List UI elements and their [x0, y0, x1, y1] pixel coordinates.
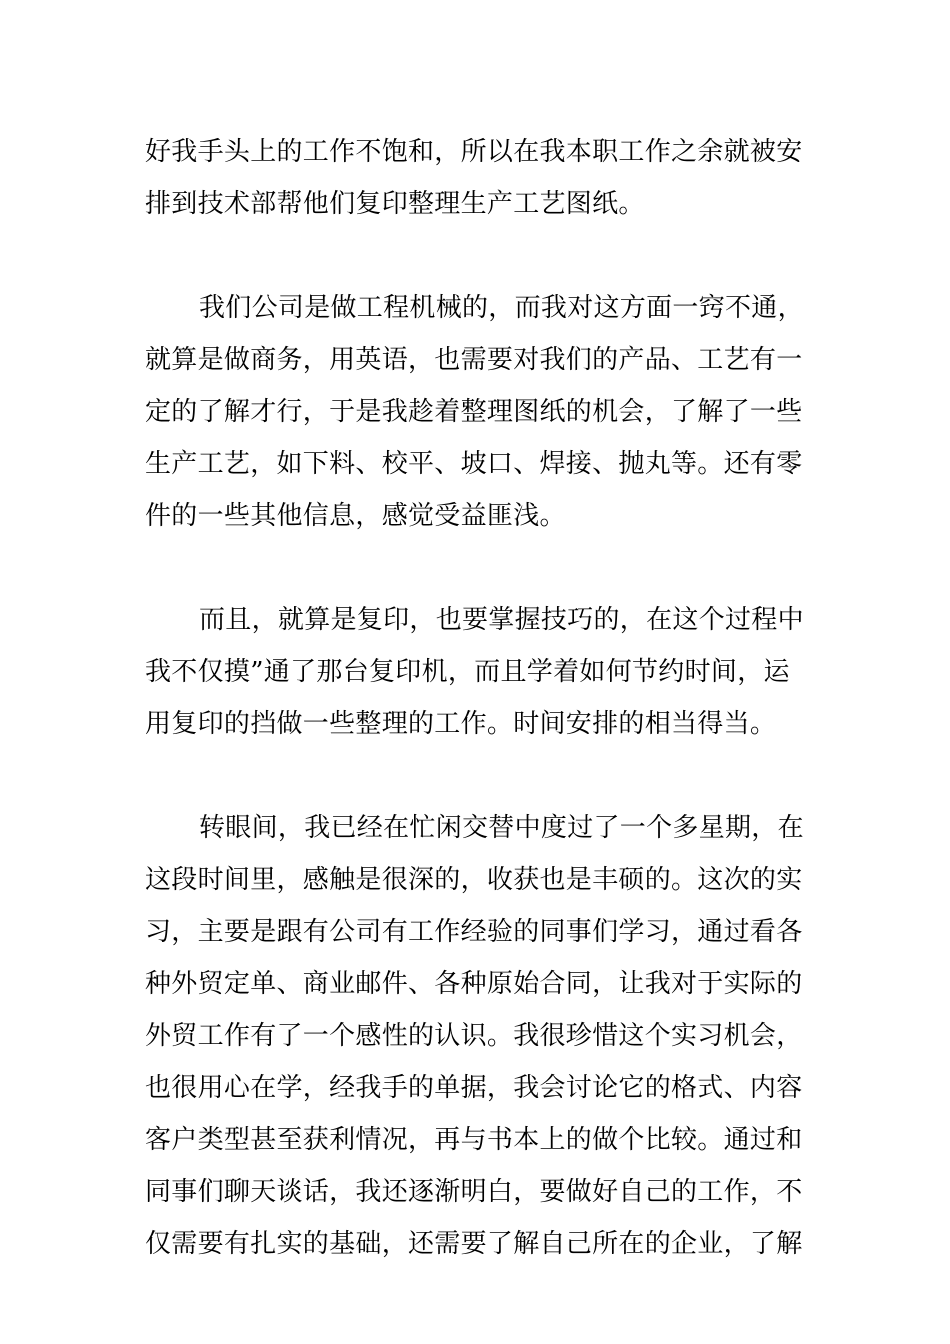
- text-line: 而且，就算是复印，也要掌握技巧的，在这个过程中: [199, 605, 804, 635]
- text-line: 生产工艺，如下料、校平、坡口、焊接、抛丸等。还有零: [145, 449, 803, 479]
- text-line: 我们公司是做工程机械的，而我对这方面一窍不通，: [199, 293, 804, 323]
- text-line: 同事们聊天谈话，我还逐渐明白，要做好自己的工作，不: [145, 1177, 803, 1207]
- paragraph-2: [145, 282, 807, 542]
- paragraph-3: [145, 594, 807, 750]
- text-line: 这段时间里，感触是很深的，收获也是丰硕的。这次的实: [145, 865, 803, 895]
- text-line: 就算是做商务，用英语，也需要对我们的产品、工艺有一: [145, 345, 803, 375]
- text-line: 习，主要是跟有公司有工作经验的同事们学习，通过看各: [145, 917, 803, 947]
- text-line: 种外贸定单、商业邮件、各种原始合同，让我对于实际的: [145, 969, 803, 999]
- text-line: 排到技术部帮他们复印整理生产工艺图纸。: [145, 189, 645, 219]
- text-line: 件的一些其他信息，感觉受益匪浅。: [145, 501, 566, 531]
- text-line: 客户类型甚至获利情况，再与书本上的做个比较。通过和: [145, 1125, 803, 1155]
- text-line: 也很用心在学，经我手的单据，我会讨论它的格式、内容: [145, 1073, 803, 1103]
- paragraph-4: [145, 802, 807, 1270]
- body-text: [145, 126, 807, 1322]
- text-line: 转眼间，我已经在忙闲交替中度过了一个多星期，在: [199, 813, 804, 843]
- text-line: 外贸工作有了一个感性的认识。我很珍惜这个实习机会，: [145, 1021, 803, 1051]
- text-line: 仅需要有扎实的基础，还需要了解自己所在的企业，了解: [145, 1229, 803, 1259]
- text-line: 定的了解才行，于是我趁着整理图纸的机会，了解了一些: [145, 397, 803, 427]
- text-line: 好我手头上的工作不饱和，所以在我本职工作之余就被安: [145, 137, 803, 167]
- paragraph-1: [145, 126, 807, 230]
- text-line: 用复印的挡做一些整理的工作。时间安排的相当得当。: [145, 709, 777, 739]
- text-line: 我不仅摸”通了那台复印机，而且学着如何节约时间，运: [145, 657, 790, 687]
